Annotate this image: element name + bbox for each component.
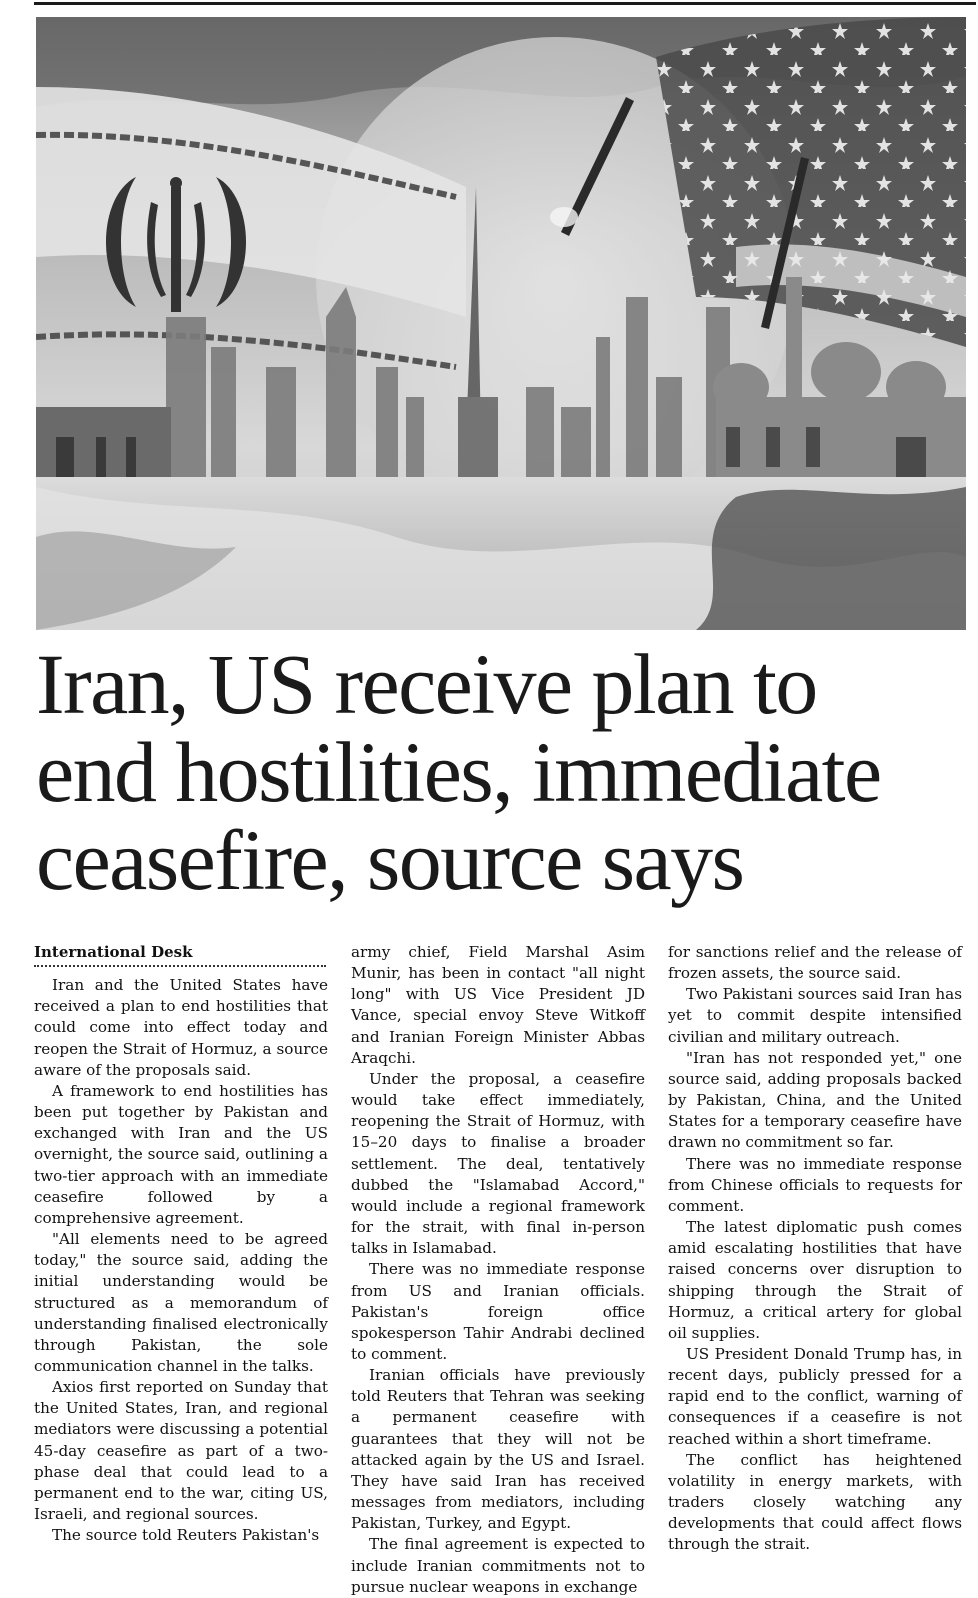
paragraph: US President Donald Trump has, in recent days, publicly pressed for a rapid end to the conflict, warning of consequences if a ceasefire is not reached within a short timeframe. <box>668 1344 962 1448</box>
paragraph: Under the proposal, a ceasefire would take effect immediately, reopening the Strait of Hormuz, with 15–20 days to finalise a broader settlement. The deal, tentatively dubbed the "Islamabad Accord," would include a regional framework for the strait, with final in-person talks in Islamabad. <box>351 1069 645 1258</box>
article-column-1 <box>34 942 328 1546</box>
paragraph: The latest diplomatic push comes amid escalating hostilities that have raised concerns over disruption to shipping through the Strait of Hormuz, a critical artery for global oil supplies. <box>668 1218 962 1342</box>
lead-photo <box>36 17 966 630</box>
paragraph: army chief, Field Marshal Asim Munir, has been in contact "all night long" with US Vice President JD Vance, special envoy Steve Witkoff and Iranian Foreign Minister Abbas Araqchi. <box>351 943 645 1067</box>
paragraph: "Iran has not responded yet," one source said, adding proposals backed by Pakistan, China, and the United States for a temporary ceasefire have drawn no commitment so far. <box>668 1048 962 1152</box>
paragraph: "All elements need to be agreed today," the source said, adding the initial understanding would be structured as a memorandum of understanding finalised electronically through Pakistan, the sole communication channel in the talks. <box>34 1230 328 1375</box>
paragraph: Iranian officials have previously told Reuters that Tehran was seeking a permanent ceasefire with guarantees that they will not be attacked again by the US and Israel. They have said Iran has received messages from mediators, including Pakistan, Turkey, and Egypt. <box>351 1366 645 1533</box>
paragraph: There was no immediate response from Chinese officials to requests for comment. <box>668 1154 962 1215</box>
article-column-2 <box>351 942 645 1598</box>
top-rule <box>34 2 976 5</box>
paragraph: The source told Reuters Pakistan's <box>52 1526 320 1545</box>
paragraph: Two Pakistani sources said Iran has yet to commit despite intensified civilian and military outreach. <box>668 985 962 1046</box>
paragraph: Axios first reported on Sunday that the United States, Iran, and regional mediators were discussing a potential 45-day ceasefire as part of a two-phase deal that could lead to a permanent end to the war, citing US, Israeli, and regional sources. <box>34 1378 328 1524</box>
byline: International Desk <box>34 943 193 961</box>
headline: Iran, US receive plan to end hostilities, immediate ceasefire, source says <box>36 636 881 908</box>
paragraph: Iran and the United States have received a plan to end hostilities that could come into effect today and reopen the Strait of Hormuz, a source aware of the proposals said. <box>34 976 328 1079</box>
paragraph: The conflict has heightened volatility in energy markets, with traders closely watching any developments that could affect flows through the strait. <box>668 1450 962 1554</box>
paragraph: There was no immediate response from US and Iranian officials. Pakistan's foreign office spokesperson Tahir Andrabi declined to comment. <box>351 1260 645 1363</box>
paragraph: The final agreement is expected to include Iranian commitments not to pursue nuclear weapons in exchange <box>351 1535 645 1596</box>
paragraph: A framework to end hostilities has been put together by Pakistan and exchanged with Iran and the US overnight, the source said, outlining a two-tier approach with an immediate ceasefire followed by a comprehensive agreement. <box>34 1081 328 1227</box>
paragraph: for sanctions relief and the release of frozen assets, the source said. <box>668 943 962 983</box>
byline-dotted-rule <box>34 965 326 967</box>
article-column-3 <box>668 942 962 1556</box>
